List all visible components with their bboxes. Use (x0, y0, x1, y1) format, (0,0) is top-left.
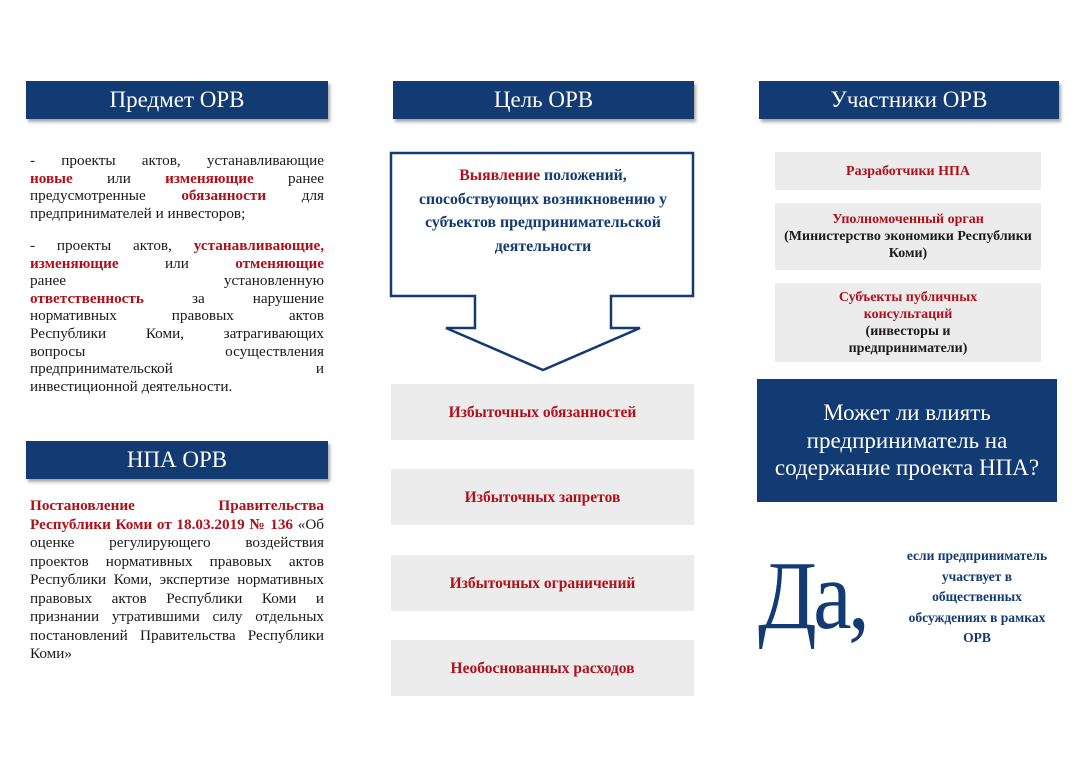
subject-line: изменяющие или отменяющие (30, 254, 325, 272)
goal-item-restrictions: Избыточных ограничений (391, 555, 694, 611)
subject-line: нормативных правовых актов (30, 307, 324, 325)
npa-header: НПА ОРВ (26, 441, 328, 479)
subject-line: - проекты актов, устанавливающие, (30, 237, 324, 254)
goal-description: способствующих возникновению у субъектов предпринимательской деятельности (418, 190, 668, 255)
question-box: Может ли влиять предприниматель на содержание проекта НПА? (757, 379, 1057, 502)
subject-paragraph-1 (30, 152, 324, 222)
subject-line: предпринимателей и инвесторов; (30, 204, 246, 222)
answer-yes: Да, (758, 542, 867, 650)
goal-callout-text: Выявление положений, способствующих возникновению у субъектов предпринимательской деятельности (418, 167, 668, 255)
goal-item-prohibitions: Избыточных запретов (391, 469, 694, 525)
subject-header: Предмет ОРВ (26, 81, 328, 119)
participant-consultation-subjects: Субъекты публичных консультаций (инвесторы и предприниматели) (775, 283, 1041, 362)
goal-item-expenses: Необоснованных расходов (391, 640, 694, 696)
npa-text (30, 497, 324, 664)
subject-line: ранее установленную (30, 272, 324, 290)
subject-line: предусмотренные обязанности для (30, 187, 325, 205)
subject-line: вопросы осуществления (30, 342, 324, 360)
subject-paragraph-2 (30, 237, 324, 395)
participants-header: Участники ОРВ (759, 81, 1059, 119)
participant-authorized-body: Уполномоченный орган (Министерство экономики Республики Коми) (775, 203, 1041, 270)
answer-condition: если предприниматель участвует в общественных обсуждениях в рамках ОРВ (906, 548, 1048, 645)
subject-line: предпринимательской и (30, 360, 324, 378)
npa-decree-title: Постановление Правительства Республики Коми от 18.03.2019 № 136 (30, 497, 324, 533)
goal-item-obligations: Избыточных обязанностей (391, 384, 694, 440)
participant-developers: Разработчики НПА (775, 152, 1041, 190)
goal-header: Цель ОРВ (393, 81, 694, 119)
subject-line: ответственность за нарушение (30, 289, 325, 307)
npa-decree-description: «Об оценке регулирующего воздействия проектов нормативных правовых актов Республики Коми, экспертизе нормативных правовых актов Республики Коми и признании утратившими силу отдельных постановлений Правительства Республики Коми» (30, 515, 325, 662)
subject-line: Республики Коми, затрагивающих (30, 324, 324, 342)
subject-line: новые или изменяющие ранее (30, 169, 324, 187)
subject-line: инвестиционной деятельности. (30, 377, 233, 395)
subject-line: - проекты актов, устанавливающие (30, 152, 324, 169)
